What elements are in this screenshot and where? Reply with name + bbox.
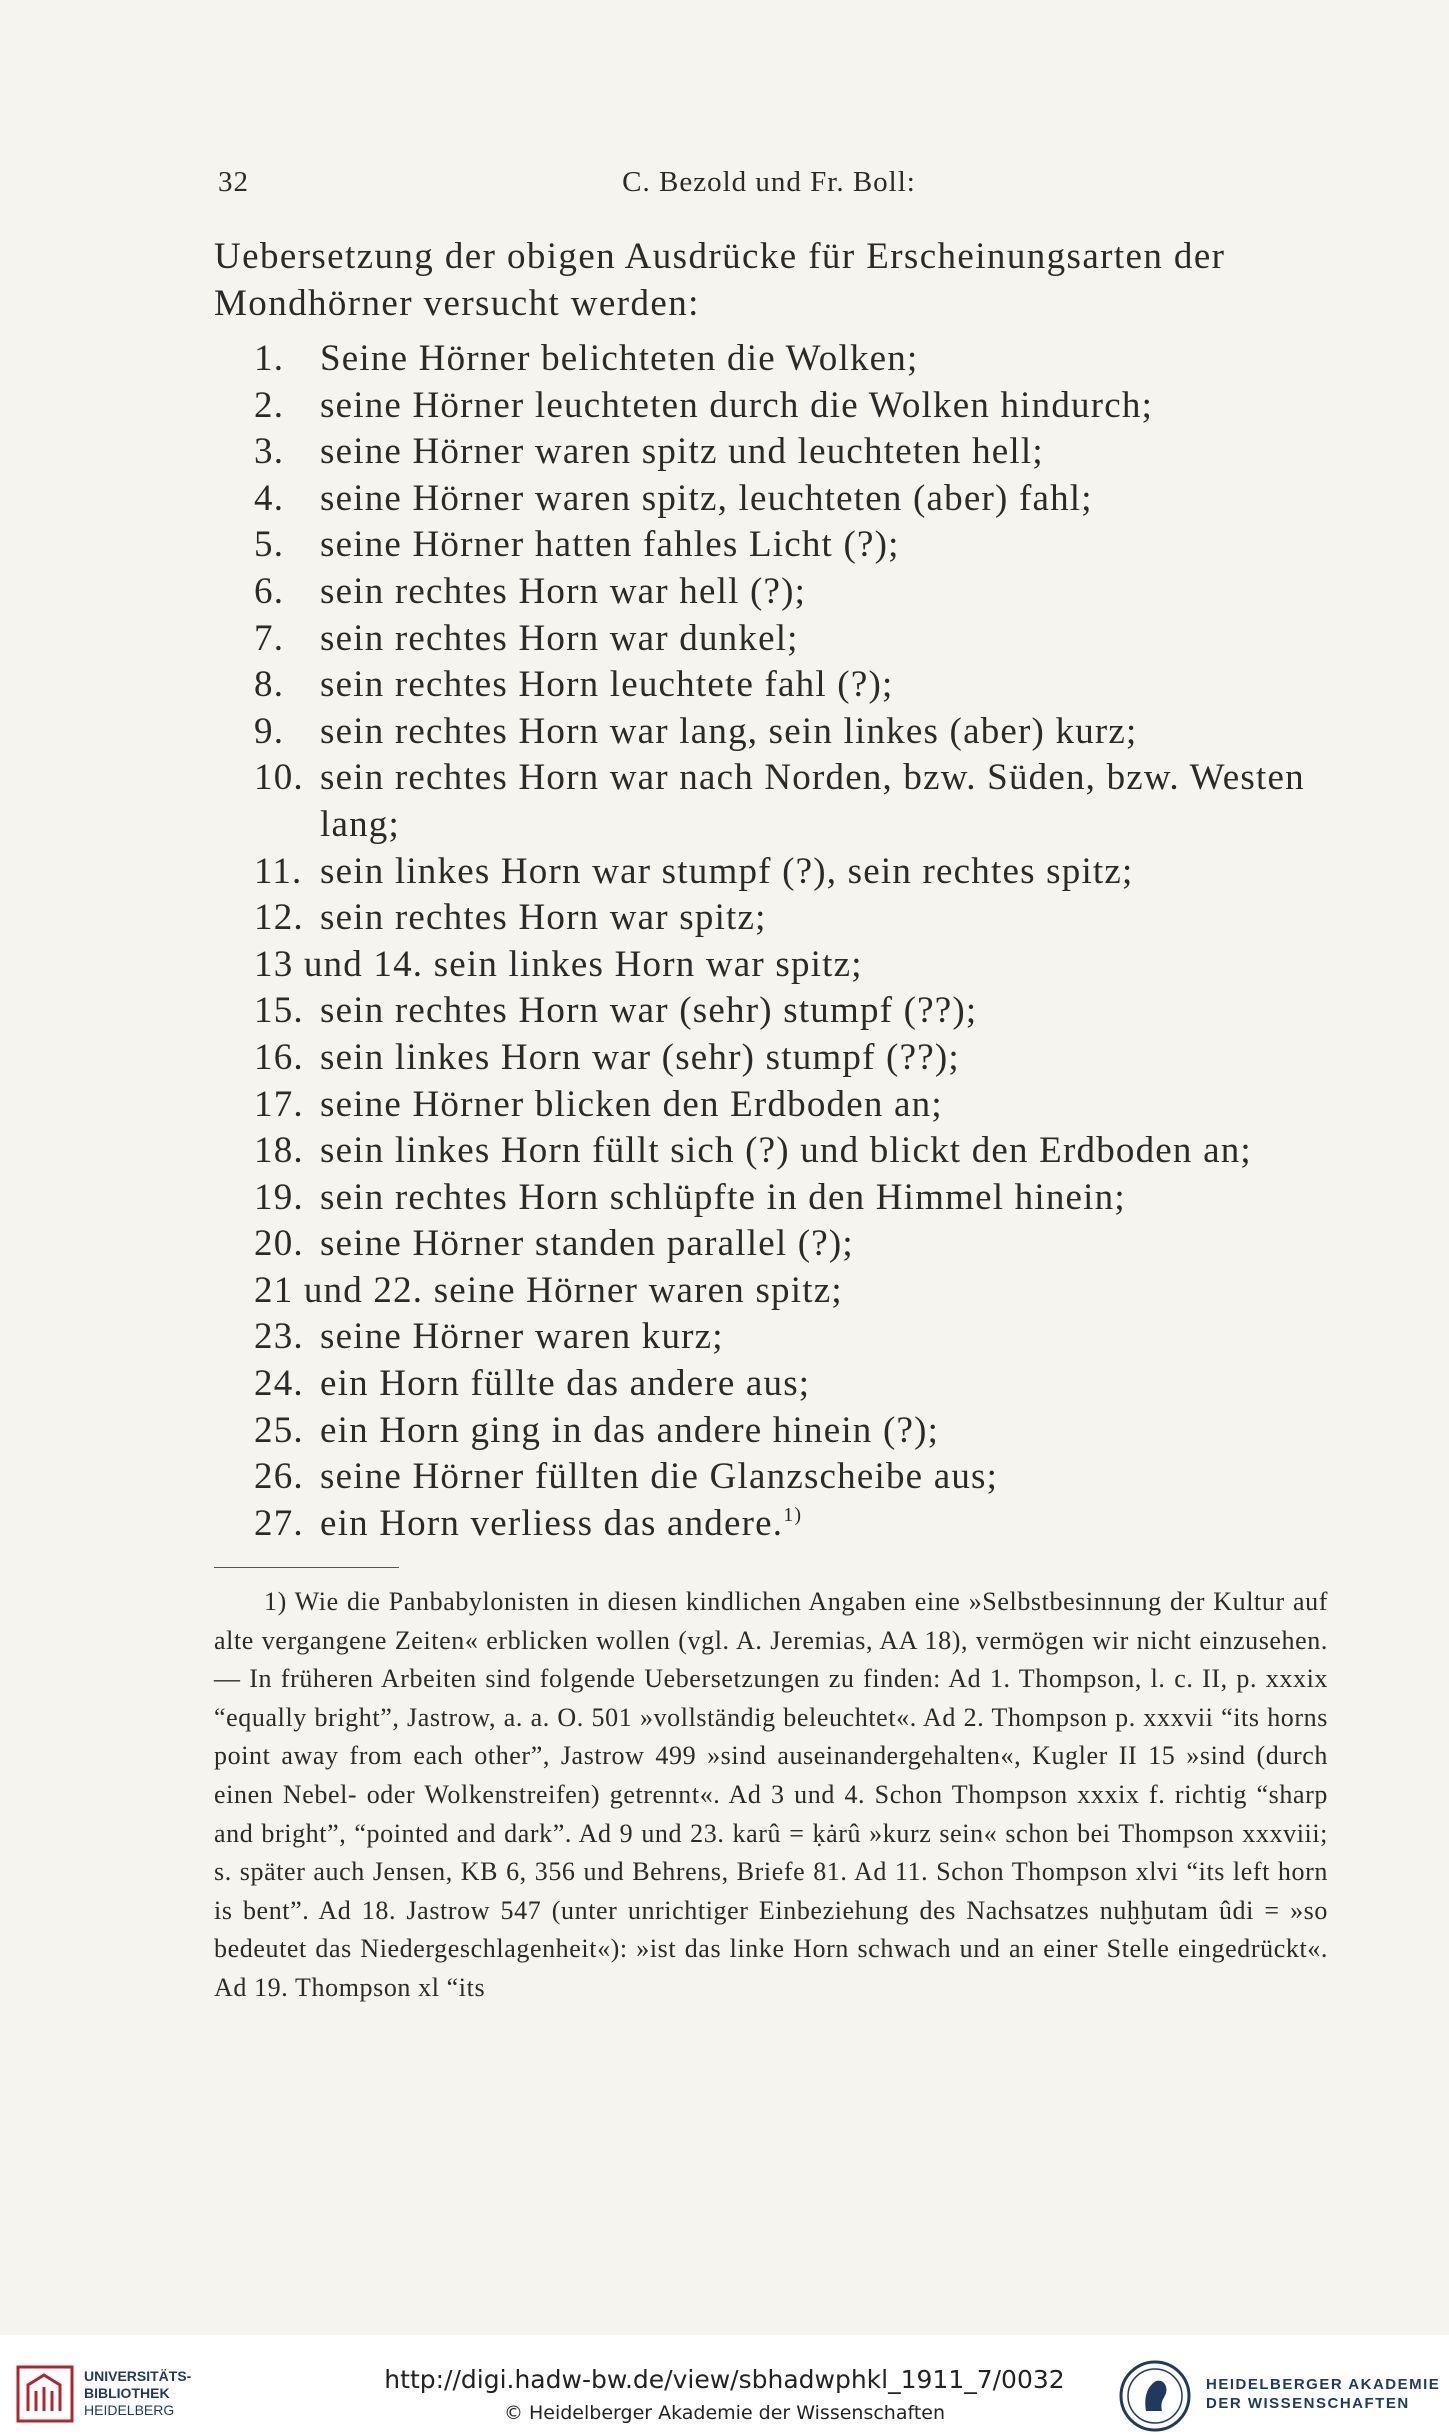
item-number: 7. bbox=[254, 617, 285, 659]
item-number: 16. bbox=[254, 1036, 304, 1078]
page-number: 32 bbox=[218, 166, 249, 198]
list-item bbox=[214, 662, 1329, 709]
item-text: seine Hörner füllten die Glanzscheibe aus; bbox=[320, 1456, 999, 1498]
item-text: sein linkes Horn füllt sich (?) und blickt den Erdboden an; bbox=[320, 1130, 1252, 1172]
list-item bbox=[214, 1221, 1329, 1268]
item-text: sein rechtes Horn war hell (?); bbox=[320, 570, 807, 612]
list-item bbox=[214, 988, 1329, 1035]
item-text: seine Hörner waren spitz, leuchteten (aber) fahl; bbox=[320, 477, 1093, 519]
academy-seal-icon[interactable] bbox=[1118, 2359, 1192, 2433]
item-number: 5. bbox=[254, 524, 285, 566]
list-item bbox=[214, 942, 1329, 989]
logo-line: DER WISSENSCHAFTEN bbox=[1206, 2395, 1410, 2412]
item-number: 17. bbox=[254, 1083, 304, 1125]
logo-line: UNIVERSITÄTS- bbox=[84, 2368, 192, 2384]
item-number: 11. bbox=[254, 850, 303, 892]
item-number: 2. bbox=[254, 384, 285, 426]
item-text: seine Hörner waren kurz; bbox=[320, 1316, 724, 1358]
academy-name bbox=[1206, 2375, 1440, 2413]
list-item bbox=[214, 849, 1329, 896]
list-item bbox=[214, 383, 1329, 430]
list-item bbox=[214, 1035, 1329, 1082]
item-number: 25. bbox=[254, 1409, 304, 1451]
item-text: sein rechtes Horn war spitz; bbox=[320, 897, 767, 939]
list-item bbox=[214, 522, 1329, 569]
list-item bbox=[214, 1361, 1329, 1408]
item-number: 27. bbox=[254, 1502, 304, 1544]
logo-line: HEIDELBERGER AKADEMIE bbox=[1206, 2376, 1441, 2393]
list-item bbox=[214, 1314, 1329, 1361]
item-number: 6. bbox=[254, 570, 285, 612]
list-item bbox=[214, 336, 1329, 383]
item-text: seine Hörner hatten fahles Licht (?); bbox=[320, 524, 900, 566]
list-item bbox=[214, 755, 1329, 848]
item-text: sein rechtes Horn war (sehr) stumpf (??); bbox=[320, 990, 978, 1032]
item-text bbox=[320, 1501, 802, 1553]
item-text: seine Hörner waren spitz und leuchteten hell; bbox=[320, 431, 1044, 473]
item-text: sein rechtes Horn war nach Norden, bzw. Süden, bzw. Westen lang; bbox=[320, 757, 1305, 845]
page-header bbox=[214, 166, 1324, 206]
list-item bbox=[214, 1408, 1329, 1455]
item-text: 21 und 22. seine Hörner waren spitz; bbox=[254, 1269, 843, 1311]
permalink-url[interactable]: http://digi.hadw-bw.de/view/sbhadwphkl_1911_7/0032 bbox=[384, 2365, 1065, 2394]
item-number: 9. bbox=[254, 710, 285, 752]
copyright-notice: © Heidelberger Akademie der Wissenschaften bbox=[503, 2402, 946, 2424]
item-text: Seine Hörner belichteten die Wolken; bbox=[320, 338, 919, 379]
list-item bbox=[214, 1082, 1329, 1129]
item-text: seine Hörner leuchteten durch die Wolken hindurch; bbox=[320, 384, 1154, 426]
item-text: sein linkes Horn war stumpf (?), sein rechtes spitz; bbox=[320, 850, 1134, 892]
item-text: sein rechtes Horn war lang, sein linkes (aber) kurz; bbox=[320, 710, 1138, 752]
list-item bbox=[214, 1268, 1329, 1315]
list-item bbox=[214, 1128, 1329, 1175]
item-number: 3. bbox=[254, 431, 285, 473]
item-number: 12. bbox=[254, 897, 304, 939]
list-item bbox=[214, 1454, 1329, 1501]
list-item bbox=[214, 569, 1329, 616]
item-number: 1. bbox=[254, 338, 285, 379]
item-number: 4. bbox=[254, 477, 285, 519]
item-number: 26. bbox=[254, 1456, 304, 1498]
list-item bbox=[214, 1501, 1329, 1548]
item-text: sein rechtes Horn war dunkel; bbox=[320, 617, 799, 659]
list-item bbox=[214, 709, 1329, 756]
intro-paragraph: Uebersetzung der obigen Ausdrücke für Erscheinungsarten der Mondhörner versucht werden: bbox=[214, 236, 1226, 324]
list-item bbox=[214, 429, 1329, 476]
item-number: 24. bbox=[254, 1363, 304, 1405]
item-text: sein rechtes Horn leuchtete fahl (?); bbox=[320, 664, 894, 706]
item-number: 19. bbox=[254, 1176, 304, 1218]
item-text: seine Hörner standen parallel (?); bbox=[320, 1223, 854, 1265]
item-number: 10. bbox=[254, 757, 304, 799]
footnote-divider bbox=[214, 1567, 399, 1568]
list-item bbox=[214, 476, 1329, 523]
item-text: ein Horn füllte das andere aus; bbox=[320, 1363, 811, 1405]
item-text: ein Horn ging in das andere hinein (?); bbox=[320, 1409, 940, 1451]
running-head: C. Bezold und Fr. Boll: bbox=[622, 166, 916, 198]
item-number: 23. bbox=[254, 1316, 304, 1358]
item-number: 18. bbox=[254, 1130, 304, 1172]
page-footer bbox=[0, 2335, 1449, 2435]
footnote-marker: 1) bbox=[264, 1587, 287, 1616]
footnote bbox=[214, 1583, 1328, 2008]
item-text-body: ein Horn verliess das andere. bbox=[320, 1502, 784, 1544]
item-text: 13 und 14. sein linkes Horn war spitz; bbox=[254, 943, 863, 985]
item-number: 20. bbox=[254, 1223, 304, 1265]
item-text: sein rechtes Horn schlüpfte in den Himmel hinein; bbox=[320, 1176, 1126, 1218]
translation-list bbox=[214, 336, 1329, 1547]
item-text: sein linkes Horn war (sehr) stumpf (??); bbox=[320, 1036, 960, 1078]
list-item bbox=[214, 1175, 1329, 1222]
logo-line: BIBLIOTHEK bbox=[84, 2385, 170, 2401]
item-number: 8. bbox=[254, 664, 285, 706]
list-item bbox=[214, 895, 1329, 942]
item-number: 15. bbox=[254, 990, 304, 1032]
logo-line: HEIDELBERG bbox=[84, 2402, 175, 2418]
item-text: seine Hörner blicken den Erdboden an; bbox=[320, 1083, 943, 1125]
list-item bbox=[214, 616, 1329, 663]
footnote-reference[interactable]: 1) bbox=[783, 1503, 803, 1526]
footnote-text: Wie die Panbabylonisten in diesen kindlichen Angaben eine »Selbstbesinnung der Kultur auf alte vergangene Zeiten« erblicken wollen (vgl. A. Jeremias, AA 18), vermögen wir nicht einzusehen. — In früheren Arbeiten sind folgende Uebersetzungen zu finden: Ad 1. Thompson, l. c. II, p. xxxix “equally bright”, Jastrow, a. a. O. 501 »vollständig beleuchtet«. Ad 2. Thompson p. xxxvii “its horns point away from each other”, Jastrow 499 »sind auseinandergehalten«, Kugler II 15 »sind (durch einen Nebel- oder Wolkenstreifen) getrennt«. Ad 3 und 4. Schon Thompson xxxix f. richtig “sharp and bright”, “pointed and dark”. Ad 9 und 23. karû = ḳȧrû »kurz sein« schon bei Thompson xxxviii; s. später auch Jensen, KB 6, 356 und Behrens, Briefe 81. Ad 11. Schon Thompson xlvi “its left horn is bent”. Ad 18. Jastrow 547 (unter unrichtiger Einbeziehung des Nachsatzes nuḫḫutam ûdi = »so bedeutet das Niedergeschlagenheit«): »ist das linke Horn schwach und an einer Stelle eingedrückt«. Ad 19. Thompson xl “its bbox=[214, 1587, 1328, 2002]
